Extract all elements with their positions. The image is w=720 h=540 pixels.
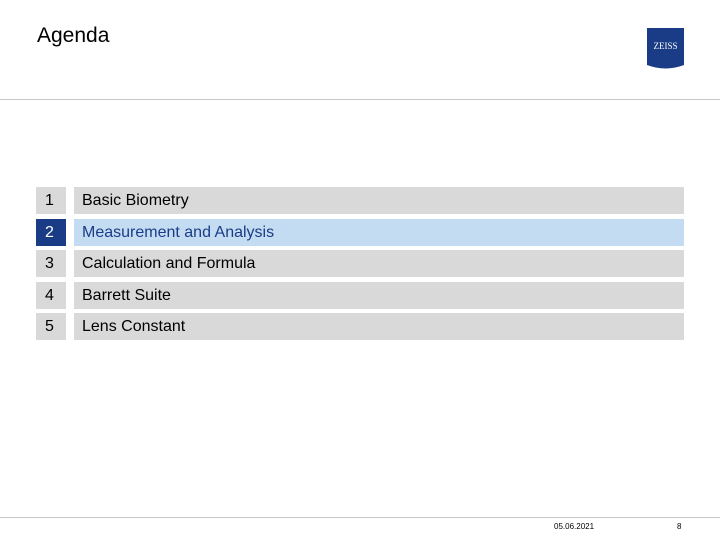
agenda-number: 4 (36, 282, 66, 309)
agenda-label: Measurement and Analysis (74, 219, 684, 246)
agenda-label: Calculation and Formula (74, 250, 684, 277)
slide-title: Agenda (37, 24, 110, 47)
logo-text: ZEISS (653, 41, 678, 51)
agenda-item-1[interactable] (36, 187, 684, 214)
header-divider (0, 99, 720, 100)
agenda-number: 2 (36, 219, 66, 246)
agenda-item-2[interactable] (36, 219, 684, 246)
footer-divider (0, 517, 720, 518)
agenda-number: 3 (36, 250, 66, 277)
agenda-item-5[interactable] (36, 313, 684, 340)
page-number: 8 (677, 522, 682, 531)
agenda-label: Lens Constant (74, 313, 684, 340)
agenda-label: Barrett Suite (74, 282, 684, 309)
agenda-number: 5 (36, 313, 66, 340)
slide-date: 05.06.2021 (554, 522, 595, 531)
zeiss-logo (647, 28, 684, 70)
agenda-list (36, 187, 684, 345)
agenda-number: 1 (36, 187, 66, 214)
agenda-item-3[interactable] (36, 250, 684, 277)
agenda-item-4[interactable] (36, 282, 684, 309)
agenda-label: Basic Biometry (74, 187, 684, 214)
